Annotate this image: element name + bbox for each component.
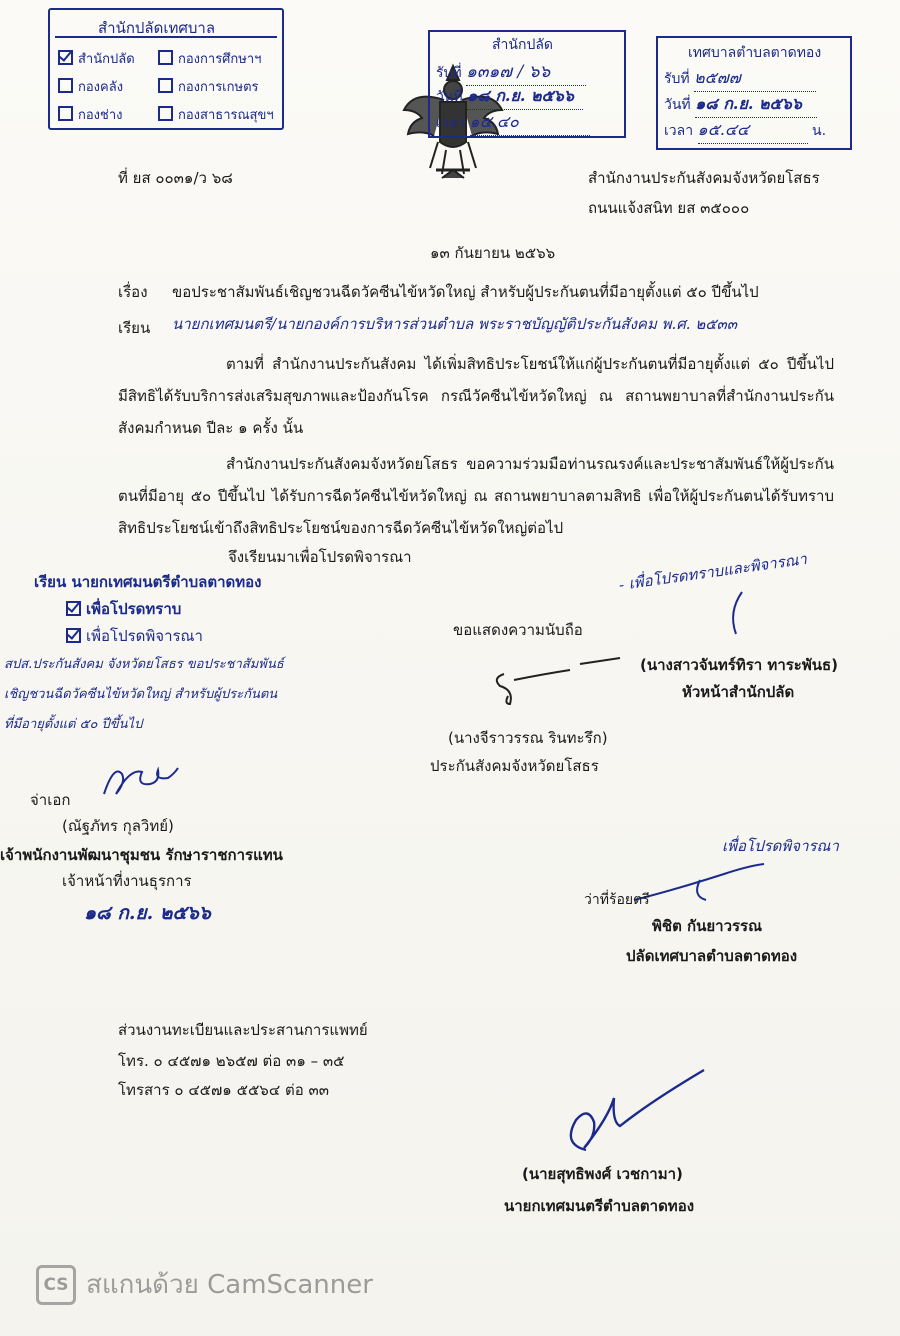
subject-label: เรื่อง <box>118 283 148 301</box>
memo-name: (ณัฐภัทร กุลวิทย์) <box>62 817 174 835</box>
contact-fax: โทรสาร ๐ ๔๕๗๑ ๕๕๖๔ ต่อ ๓๓ <box>118 1081 329 1099</box>
option-engineering: กองช่าง <box>58 104 123 125</box>
closing-line: จึงเรียนมาเพื่อโปรดพิจารณา <box>228 548 412 566</box>
head-clerk-name: (นางสาวจันทร์ทิรา ทาระพันธ) <box>640 656 839 674</box>
camscanner-text: สแกนด้วย CamScanner <box>86 1270 373 1300</box>
paragraph-1: ตามที่ สำนักงานประกันสังคม ได้เพิ่มสิทธิประโยชน์ให้แก่ผู้ประกันตนที่มีอายุตั้งแต่ ๕๐ ปีขึ้นไป มีสิทธิได้รับบริการส่งเสริมสุขภาพและป้องกันโรค กรณีวัคซีนไข้หวัดใหญ่ ณ สถานพยาบาลที่สำนักงานประกันสังคมกำหนด ปีละ ๑ ครั้ง นั้น <box>118 355 834 437</box>
deputy-name: พิชิต กันยาวรรณ <box>652 917 763 935</box>
head-clerk-note: - เพื่อโปรดทราบและพิจารณา <box>617 549 808 595</box>
deputy-note: เพื่อโปรดพิจารณา <box>722 837 839 855</box>
to-handwritten: นายกเทศมนตรี/นายกองค์การบริหารส่วนตำบล พระราชบัญญัติประกันสังคม พ.ศ. ๒๕๓๓ <box>172 315 738 333</box>
receive-no: ๑๓๑๗ / ๖๖ <box>466 58 586 86</box>
contact-tel: โทร. ๐ ๔๕๗๑ ๒๖๕๗ ต่อ ๓๑ – ๓๕ <box>118 1052 345 1070</box>
mayor-title: นายกเทศมนตรีตำบลตาดทอง <box>504 1197 695 1215</box>
deputy-acting: ว่าที่ร้อยตรี <box>584 892 650 908</box>
memo-handwritten-note: สปส.ประกันสังคม จังหวัดยโสธร ขอประชาสัมพันธ์ เชิญชวนฉีดวัคซีนไข้หวัดใหญ่ สำหรับผู้ประกันตน ที่มีอายุตั้งแต่ ๕๐ ปีขึ้นไป <box>4 657 284 732</box>
document-number: ที่ ยส ๐๐๓๑/ว ๖๘ <box>118 169 233 187</box>
camscanner-watermark <box>36 1264 373 1305</box>
mayor-name: (นายสุทธิพงศ์ เวชกามา) <box>522 1165 683 1183</box>
memo-title-2: เจ้าหน้าที่งานธุรการ <box>62 872 192 890</box>
receive-date: ๑๘ ก.ย. ๒๕๖๖ <box>467 84 583 110</box>
checkbox-icon <box>158 106 173 121</box>
memo-check-consider: เพื่อโปรดพิจารณา <box>66 626 203 646</box>
head-clerk-title: หัวหน้าสำนักปลัด <box>682 683 795 701</box>
option-finance: กองคลัง <box>58 76 123 97</box>
signer-title: ประกันสังคมจังหวัดยโสธร <box>430 757 599 775</box>
camscanner-logo-icon: CS <box>36 1265 76 1305</box>
receive-no-2: ๒๕๗๗ <box>694 66 816 92</box>
receive-stamp-municipality-title: เทศบาลตำบลตาดทอง <box>688 45 822 61</box>
subject-text: ขอประชาสัมพันธ์เชิญชวนฉีดวัคซีนไข้หวัดใหญ่ สำหรับผู้ประกันตนที่มีอายุตั้งแต่ ๕๐ ปีขึ้นไป <box>172 283 759 301</box>
receive-stamp-municipality: เทศบาลตำบลตาดทอง รับที่ ๒๕๗๗ วันที่ ๑๘ ก.ย. ๒๕๖๖ เวลา ๑๕.๔๔ น. <box>656 36 852 150</box>
document-date: ๑๓ กันยายน ๒๕๖๖ <box>430 244 556 262</box>
department-stamp <box>48 8 284 130</box>
deputy-title: ปลัดเทศบาลตำบลตาดทอง <box>626 947 798 965</box>
option-office: สำนักปลัด <box>58 48 135 69</box>
receive-date-2: ๑๘ ก.ย. ๒๕๖๖ <box>695 92 817 118</box>
checkbox-icon <box>66 628 81 643</box>
checkbox-icon <box>58 78 73 93</box>
checkbox-icon <box>66 601 81 616</box>
signer-name: (นางจีราวรรณ รินทะรึก) <box>448 729 608 747</box>
mayor-signature-icon <box>556 1066 736 1166</box>
receive-time-2: ๑๕.๔๔ <box>698 118 808 144</box>
contact-unit: ส่วนงานทะเบียนและประสานการแพทย์ <box>118 1021 368 1039</box>
memo-to: เรียน นายกเทศมนตรีตำบลตาดทอง <box>34 573 262 591</box>
option-agriculture: กองการเกษตร <box>158 76 259 97</box>
memo-signature-icon <box>100 760 190 800</box>
paragraph-2: สำนักงานประกันสังคมจังหวัดยโสธร ขอความร่วมมือท่านรณรงค์และประชาสัมพันธ์ให้ผู้ประกันตนที่มีอายุ ๕๐ ปีขึ้นไป ได้รับการฉีดวัคซีนไข้หวัดใหญ่ ณ สถานพยาบาลตามสิทธิ เพื่อให้ผู้ประกันตนได้รับทราบสิทธิประโยชน์เข้าถึงสิทธิประโยชน์ของการฉีดวัคซีนไข้หวัดใหญ่ต่อไป <box>118 455 834 537</box>
receive-stamp-office-title: สำนักปลัด <box>492 37 554 53</box>
sender-address: ถนนแจ้งสนิท ยส ๓๕๐๐๐ <box>588 199 750 217</box>
department-stamp-title: สำนักปลัดเทศบาล <box>98 19 216 37</box>
regards-text: ขอแสดงความนับถือ <box>453 621 583 639</box>
signer-signature-icon <box>484 650 624 710</box>
checkbox-icon <box>58 106 73 121</box>
checkbox-icon <box>158 50 173 65</box>
receive-stamp-office: สำนักปลัด รับที่ ๑๓๑๗ / ๖๖ วันที่ ๑๘ ก.ย. ๒๕๖๖ เวลา ๑๕.๔๐ <box>428 30 626 138</box>
memo-from-label: จ่าเอก <box>30 791 71 809</box>
sender-name: สำนักงานประกันสังคมจังหวัดยโสธร <box>588 169 820 187</box>
deputy-signature-icon <box>630 860 770 910</box>
head-clerk-signature-icon <box>724 588 754 638</box>
checkbox-icon <box>58 50 73 65</box>
to-label: เรียน <box>118 319 151 337</box>
option-health: กองสาธารณสุขฯ <box>158 104 274 125</box>
memo-title-1: เจ้าพนักงานพัฒนาชุมชน รักษาราชการแทน <box>0 846 283 864</box>
memo-check-acknowledge: เพื่อโปรดทราบ <box>66 599 181 619</box>
checkbox-icon <box>158 78 173 93</box>
memo-date: ๑๘ ก.ย. ๒๕๖๖ <box>84 902 211 924</box>
option-education: กองการศึกษาฯ <box>158 48 261 69</box>
receive-time: ๑๕.๔๐ <box>470 110 590 136</box>
